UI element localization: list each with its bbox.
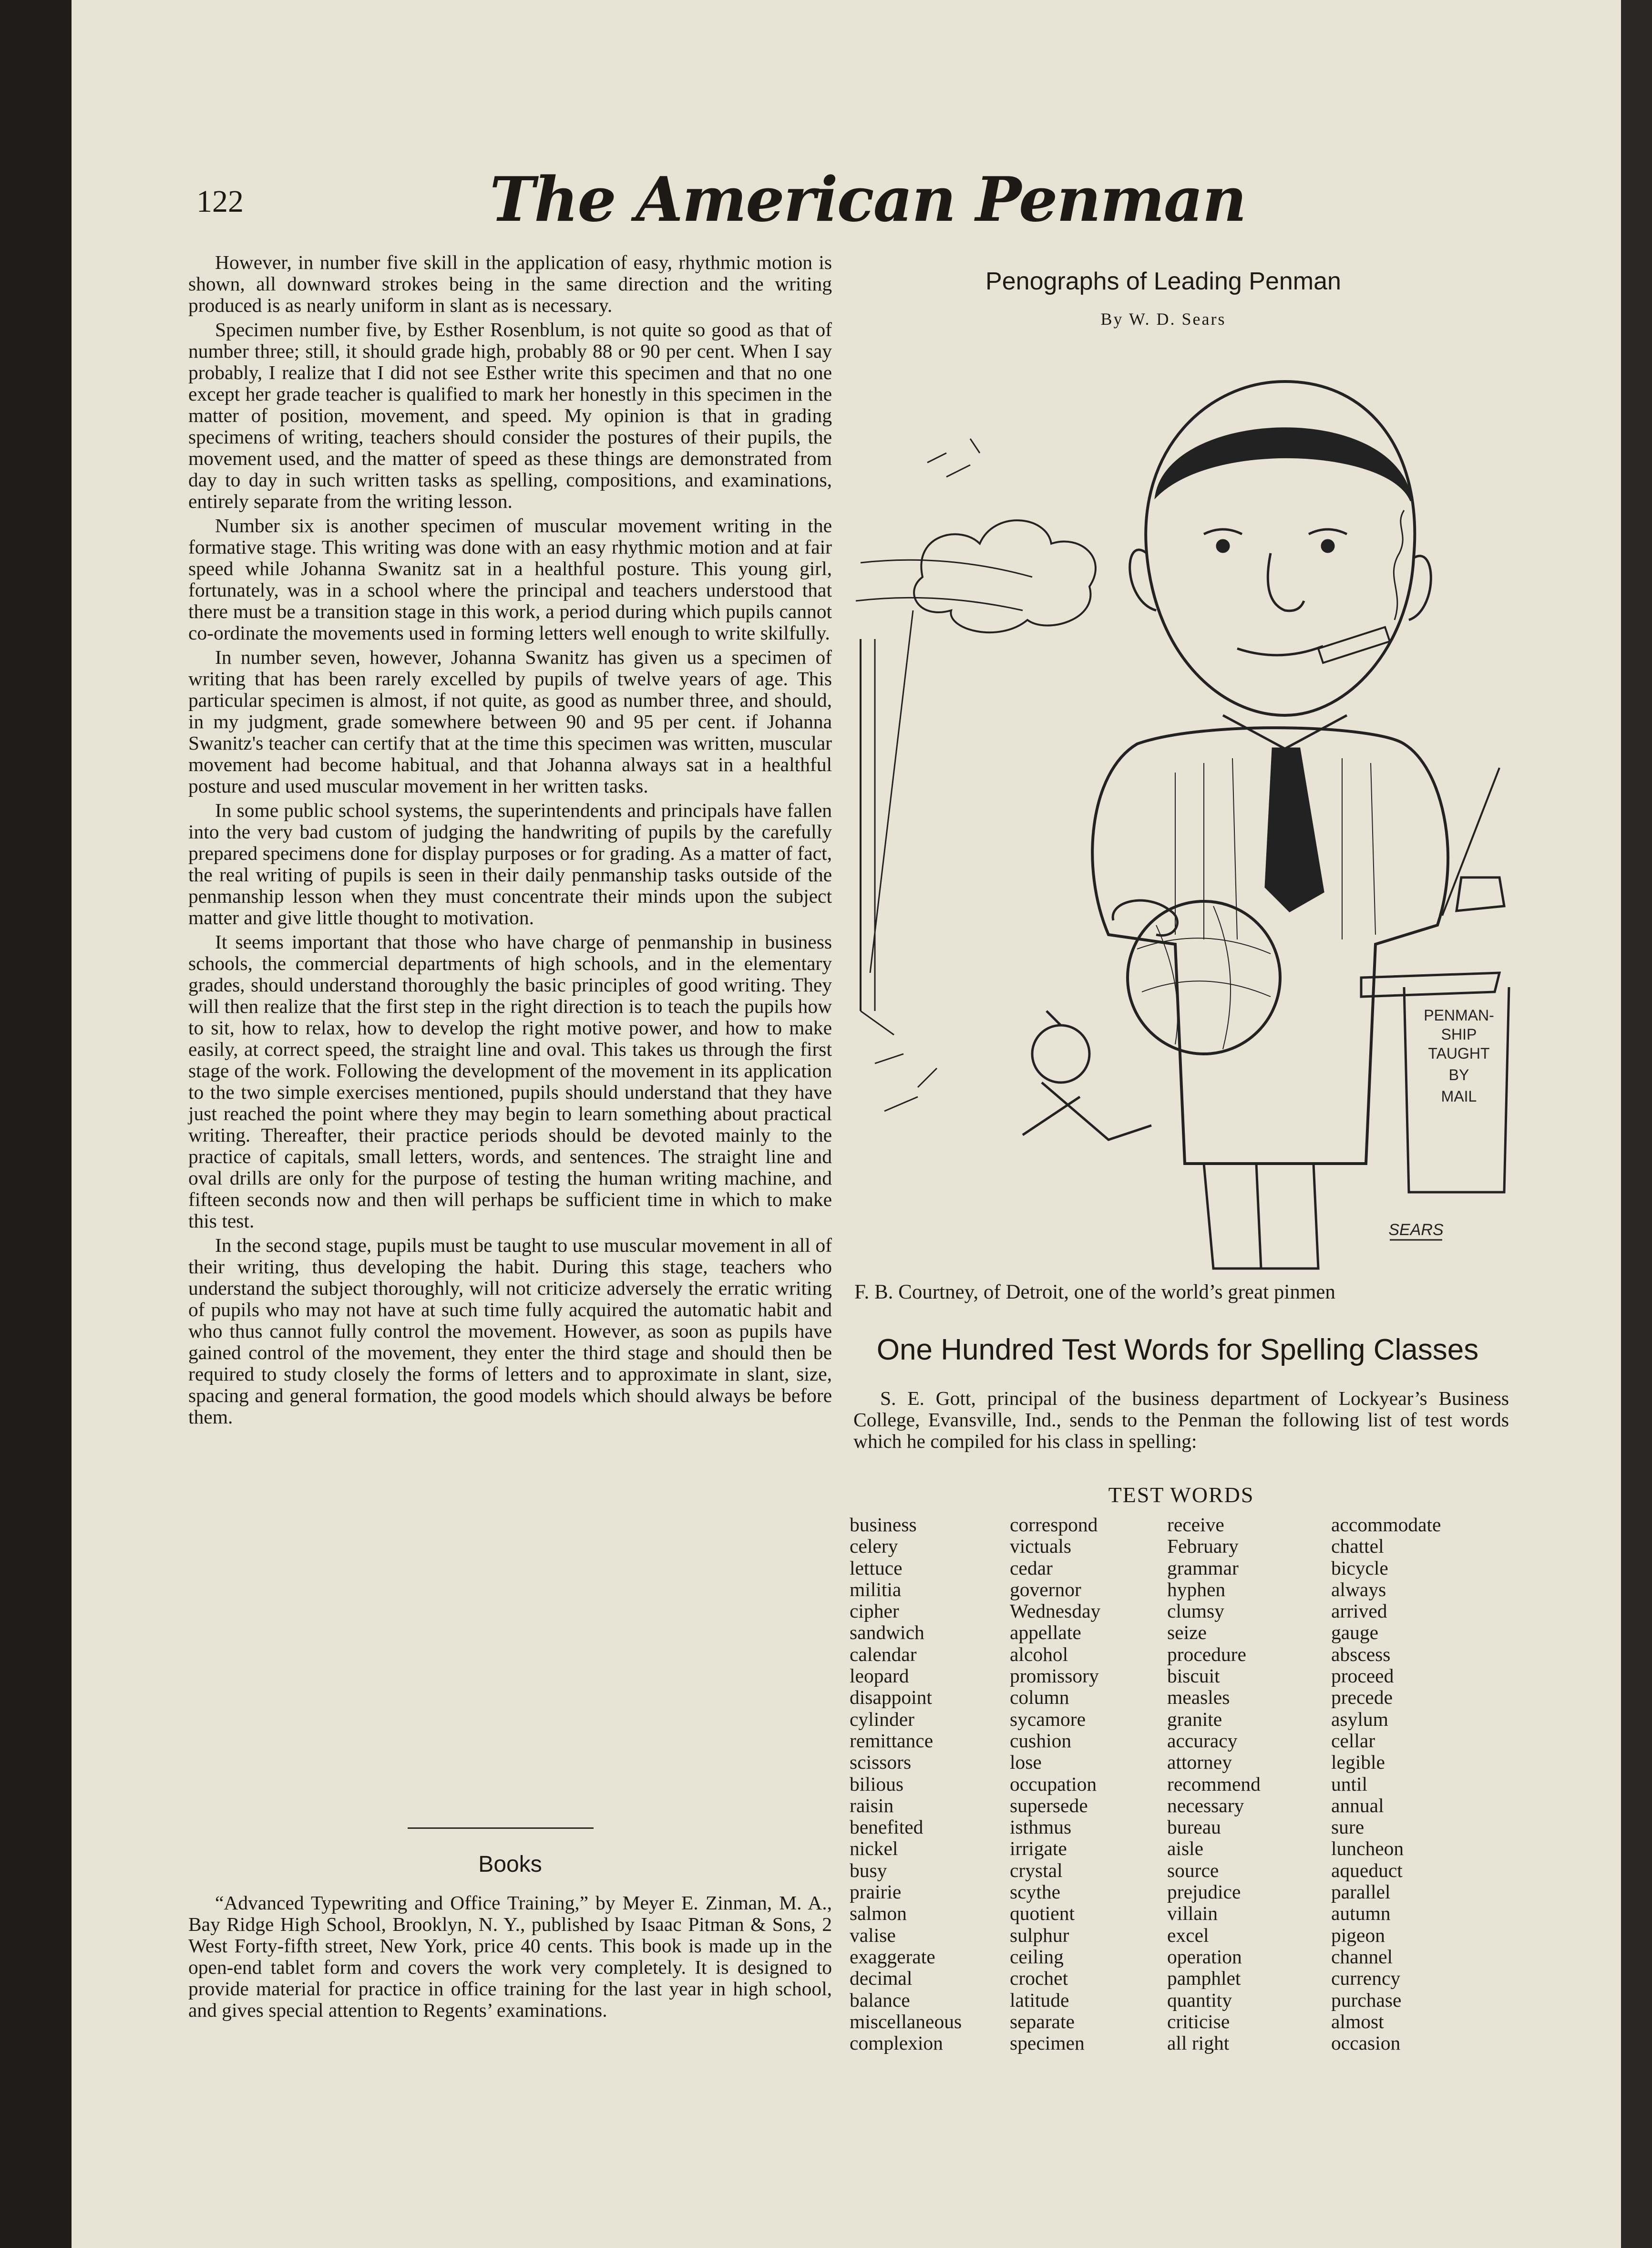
word-column xyxy=(1167,1514,1261,2054)
paragraph: In some public school systems, the superintendents and principals have fallen into the very bad custom of judging the handwriting of pupils by the carefully prepared specimens done for display purposes or for grading. As a matter of fact, the real writing of pupils is seen in their daily penmanship tasks outside of the penmanship lesson when they must concentrate their minds upon the subject matter and give little thought to motivation. xyxy=(188,799,832,928)
paragraph: However, in number five skill in the application of easy, rhythmic motion is shown, all downward strokes being in the same direction and the writing produced is as nearly uniform in slant as is necessary. xyxy=(188,251,832,316)
spelling-word: supersede xyxy=(1010,1794,1088,1816)
spelling-word: nickel xyxy=(850,1837,898,1860)
sign-text: MAIL xyxy=(1441,1088,1477,1105)
spelling-word: irrigate xyxy=(1010,1837,1067,1860)
spelling-word: almost xyxy=(1331,2010,1384,2032)
spelling-word: cylinder xyxy=(850,1708,914,1730)
spelling-word: specimen xyxy=(1010,2032,1085,2054)
spelling-word: source xyxy=(1167,1859,1219,1881)
paragraph: S. E. Gott, principal of the business department of Lockyear’s Business College, Evansville, Ind., sends to the Penman the following list of test words which he compiled for his class in spelling: xyxy=(853,1387,1509,1452)
spelling-word: chattel xyxy=(1331,1535,1384,1557)
sign-text: TAUGHT xyxy=(1428,1045,1490,1062)
spelling-word: bureau xyxy=(1167,1816,1221,1838)
spelling-word: currency xyxy=(1331,1967,1401,1990)
spelling-word: bilious xyxy=(850,1773,903,1795)
spelling-word: business xyxy=(850,1514,917,1536)
spelling-word: excel xyxy=(1167,1924,1209,1946)
paragraph: Number six is another specimen of muscular movement writing in the formative stage. This writing was done with an easy rhythmic motion and at fair speed while Johanna Swanitz sat in a healthful posture. This young girl, fortunately, was in a school where the principal and teachers understood that there must be a transition stage in this work, a period during which pupils cannot co-ordinate the movements used in forming letters well enough to write skilfully. xyxy=(188,515,832,644)
spelling-word: exaggerate xyxy=(850,1945,935,1968)
page-number: 122 xyxy=(196,184,244,219)
spelling-word: criticise xyxy=(1167,2010,1230,2032)
spelling-word: measles xyxy=(1167,1686,1230,1709)
spelling-word: pigeon xyxy=(1331,1924,1385,1946)
spelling-word: lettuce xyxy=(850,1557,903,1579)
spelling-word: proceed xyxy=(1331,1665,1394,1687)
spelling-word: alcohol xyxy=(1010,1643,1068,1665)
spelling-word: governor xyxy=(1010,1578,1081,1600)
spelling-word: always xyxy=(1331,1578,1386,1600)
spelling-word: isthmus xyxy=(1010,1816,1072,1838)
spelling-word: raisin xyxy=(850,1794,894,1816)
spelling-word: pamphlet xyxy=(1167,1967,1241,1990)
spelling-word: busy xyxy=(850,1859,887,1881)
books-heading: Books xyxy=(478,1852,542,1877)
word-column xyxy=(850,1514,962,2054)
spelling-word: appellate xyxy=(1010,1621,1081,1644)
spelling-word: necessary xyxy=(1167,1794,1244,1816)
spelling-word: separate xyxy=(1010,2010,1075,2032)
article-body xyxy=(188,252,832,1431)
spelling-word: miscellaneous xyxy=(850,2010,962,2032)
paragraph: In the second stage, pupils must be taught to use muscular movement in all of their writing, thus developing the habit. During this stage, teachers who understand the subject thoroughly, will not criticize adversely the erratic writing of pupils who may not have at such time fully acquired the automatic habit and who thus cannot fully control the movement. However, as soon as pupils have gained control of the movement, they enter the third stage and should then be required to study closely the forms of letters and to approximate in slant, size, spacing and general formation, the good models which should always be before them. xyxy=(188,1234,832,1428)
spelling-word: aisle xyxy=(1167,1837,1204,1860)
spelling-word: procedure xyxy=(1167,1643,1246,1665)
illustration-caption: F. B. Courtney, of Detroit, one of the world’s great pinmen xyxy=(854,1281,1335,1303)
spelling-word: remittance xyxy=(850,1729,934,1752)
spelling-word: sycamore xyxy=(1010,1708,1086,1730)
spelling-word: channel xyxy=(1331,1945,1393,1968)
spelling-word: gauge xyxy=(1331,1621,1379,1644)
spelling-word: lose xyxy=(1010,1751,1042,1774)
feature-title: Penographs of Leading Penman xyxy=(985,268,1341,295)
paragraph: It seems important that those who have charge of penmanship in business schools, the commercial departments of high schools, and in the elementary grades, should understand thoroughly the basic principles of good writing. They will then realize that the first step in the right direction is to teach the pupils how to sit, how to relax, how to develop the right motive power, and how to make easily, at correct speed, the straight line and oval. This takes us through the first stage of the work. Following the development of the movement in its application to the two simple exercises mentioned, pupils should understand that they have just reached the point where they may begin to learn something about practical writing. Thereafter, their practice periods should be devoted mainly to the practice of capitals, small letters, words, and sentences. The straight line and oval drills are only for the purpose of testing the human writing machine, and fifteen seconds now and then will perhaps be sufficient time in which to make this test. xyxy=(188,931,832,1232)
spelling-word: quantity xyxy=(1167,1989,1232,2011)
spelling-word: operation xyxy=(1167,1945,1242,1968)
paragraph: Specimen number five, by Esther Rosenblum, is not quite so good as that of number three; still, it should grade high, probably 88 or 90 per cent. When I say probably, I realize that I did not see Esther write this specimen and that no one except her grade teacher is qualified to mark her honestly in this specimen in the matter of position, movement, and speed. My opinion is that in grading specimens of writing, teachers should consider the postures of their pupils, the movement used, and the matter of speed as these things are demonstrated from day to day in such written tasks as spelling, compositions, and examinations, entirely separate from the writing lesson. xyxy=(188,319,832,512)
spelling-word: villain xyxy=(1167,1902,1218,1925)
masthead-title: The American Penman xyxy=(490,164,1246,236)
spelling-word: annual xyxy=(1331,1794,1384,1816)
spelling-word: clumsy xyxy=(1167,1600,1224,1622)
spelling-word: purchase xyxy=(1331,1989,1402,2011)
books-review xyxy=(188,1892,832,2021)
word-column xyxy=(1010,1514,1100,2054)
spelling-word: sulphur xyxy=(1010,1924,1069,1946)
spelling-word: until xyxy=(1331,1773,1368,1795)
sign-text: SHIP xyxy=(1441,1026,1477,1043)
spelling-word: crochet xyxy=(1010,1967,1068,1990)
scan-right-edge xyxy=(1621,0,1652,2248)
spelling-word: benefited xyxy=(850,1816,923,1838)
spelling-word: parallel xyxy=(1331,1881,1391,1903)
spelling-word: cedar xyxy=(1010,1557,1053,1579)
spelling-word: cushion xyxy=(1010,1729,1072,1752)
spelling-word: calendar xyxy=(850,1643,917,1665)
spelling-word: salmon xyxy=(850,1902,907,1925)
artist-signature: SEARS xyxy=(1388,1221,1444,1239)
spelling-word: correspond xyxy=(1010,1514,1098,1536)
spelling-word: hyphen xyxy=(1167,1578,1226,1600)
feature-byline: By W. D. Sears xyxy=(1100,309,1226,329)
spelling-word: promissory xyxy=(1010,1665,1099,1687)
spelling-word: February xyxy=(1167,1535,1239,1557)
spelling-word: valise xyxy=(850,1924,896,1946)
spelling-word: occasion xyxy=(1331,2032,1401,2054)
spelling-word: occupation xyxy=(1010,1773,1097,1795)
sign-text: PENMAN- xyxy=(1424,1007,1494,1024)
scan-left-edge xyxy=(0,0,72,2248)
spelling-word: sure xyxy=(1331,1816,1365,1838)
section-divider xyxy=(408,1827,594,1829)
spelling-intro xyxy=(853,1388,1509,1452)
sign-text: BY xyxy=(1448,1066,1469,1083)
spelling-word: complexion xyxy=(850,2032,943,2054)
spelling-word: abscess xyxy=(1331,1643,1391,1665)
spelling-word: sandwich xyxy=(850,1621,924,1644)
spelling-word: bicycle xyxy=(1331,1557,1388,1579)
spelling-word: recommend xyxy=(1167,1773,1261,1795)
spelling-word: accuracy xyxy=(1167,1729,1238,1752)
spelling-word: cipher xyxy=(850,1600,899,1622)
spelling-heading: One Hundred Test Words for Spelling Classes xyxy=(876,1333,1479,1366)
spelling-word: all right xyxy=(1167,2032,1230,2054)
spelling-word: prairie xyxy=(850,1881,902,1903)
spelling-word: legible xyxy=(1331,1751,1385,1774)
spelling-word: prejudice xyxy=(1167,1881,1241,1903)
spelling-word: scythe xyxy=(1010,1881,1061,1903)
spelling-word: asylum xyxy=(1331,1708,1388,1730)
spelling-word: column xyxy=(1010,1686,1069,1709)
caricature-illustration xyxy=(841,353,1514,1288)
spelling-word: arrived xyxy=(1331,1600,1387,1622)
paragraph: In number seven, however, Johanna Swanitz has given us a specimen of writing that has been rarely excelled by pupils of twelve years of age. This particular specimen is almost, if not quite, as good as number three, and should, in my judgment, grade somewhere between 90 and 95 per cent. if Johanna Swanitz's teacher can certify that at the time this specimen was written, muscular movement had become habitual, and that Johanna always sat in a healthful posture and used muscular movement in her written tasks. xyxy=(188,646,832,797)
spelling-word: attorney xyxy=(1167,1751,1232,1774)
test-words-heading: TEST WORDS xyxy=(1108,1483,1254,1507)
spelling-word: celery xyxy=(850,1535,898,1557)
spelling-word: grammar xyxy=(1167,1557,1239,1579)
spelling-word: cellar xyxy=(1331,1729,1375,1752)
spelling-word: biscuit xyxy=(1167,1665,1220,1687)
spelling-word: luncheon xyxy=(1331,1837,1404,1860)
paragraph: “Advanced Typewriting and Office Training,” by Meyer E. Zinman, M. A., Bay Ridge High School, Brooklyn, N. Y., published by Isaac Pitman & Sons, 2 West Forty-fifth street, New York, price 40 cents. This book is made up in the open-end tablet form and covers the work very completely. It is designed to provide material for practice in office training for the last year in high school, and gives special attention to Regents’ examinations. xyxy=(188,1892,832,2021)
spelling-word: militia xyxy=(850,1578,902,1600)
spelling-word: autumn xyxy=(1331,1902,1391,1925)
spelling-word: disappoint xyxy=(850,1686,932,1709)
spelling-word: precede xyxy=(1331,1686,1393,1709)
spelling-word: balance xyxy=(850,1989,910,2011)
spelling-word: latitude xyxy=(1010,1989,1069,2011)
spelling-word: quotient xyxy=(1010,1902,1075,1925)
spelling-word: aqueduct xyxy=(1331,1859,1403,1881)
spelling-word: victuals xyxy=(1010,1535,1072,1557)
spelling-word: seize xyxy=(1167,1621,1207,1644)
spelling-word: receive xyxy=(1167,1514,1224,1536)
spelling-word: leopard xyxy=(850,1665,909,1687)
word-column xyxy=(1331,1514,1441,2054)
spelling-word: decimal xyxy=(850,1967,913,1990)
spelling-word: ceiling xyxy=(1010,1945,1064,1968)
spelling-word: accommodate xyxy=(1331,1514,1441,1536)
spelling-word: scissors xyxy=(850,1751,912,1774)
spelling-word: crystal xyxy=(1010,1859,1063,1881)
spelling-word: granite xyxy=(1167,1708,1222,1730)
spelling-word: Wednesday xyxy=(1010,1600,1101,1622)
